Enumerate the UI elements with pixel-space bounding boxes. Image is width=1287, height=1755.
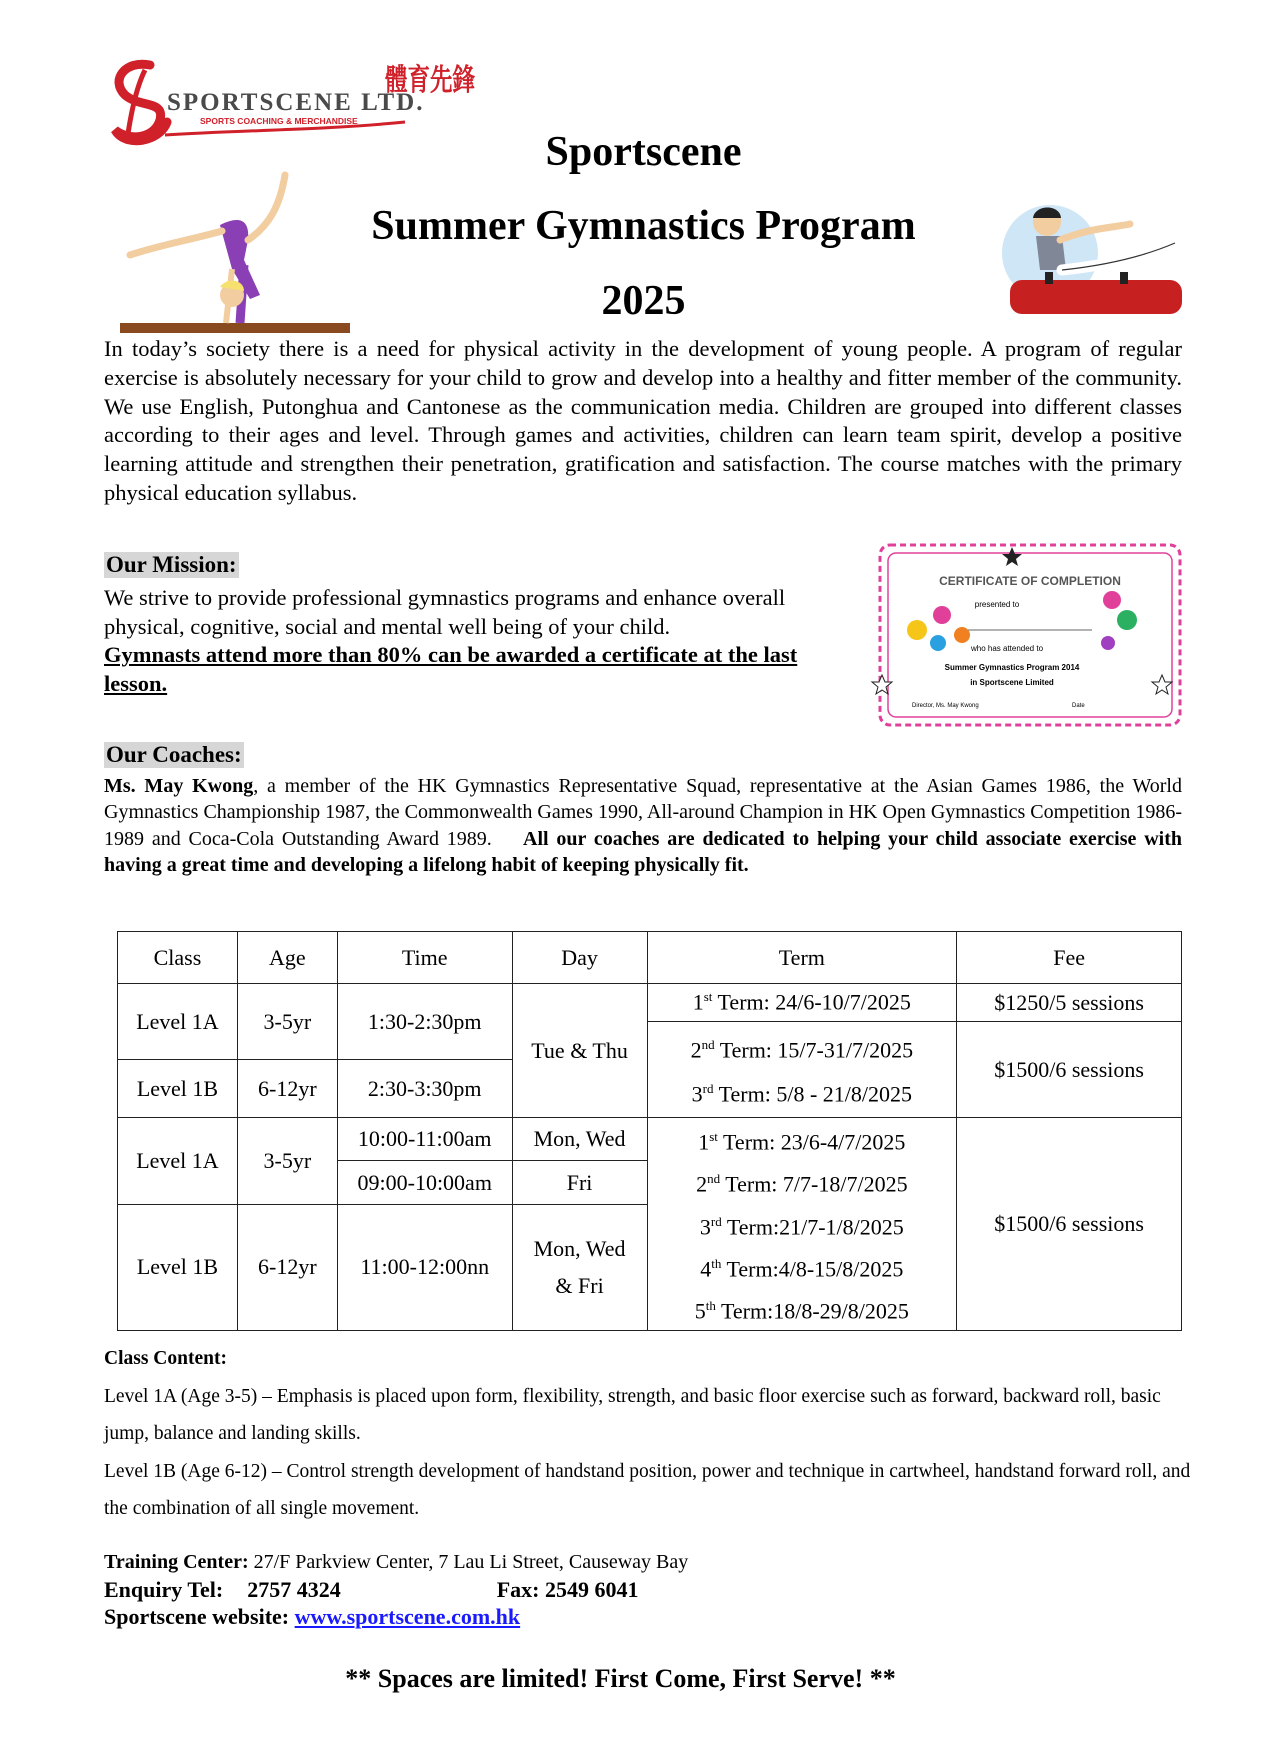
mission-heading: Our Mission: — [106, 552, 237, 577]
title-line-1: Sportscene — [545, 129, 742, 175]
class-content-l1a: Level 1A (Age 3-5) – Emphasis is placed upon form, flexibility, strength, and basic floor exercise such as forward, backward roll, basic jump, balance and landing skills. — [104, 1385, 1161, 1444]
mission-section — [104, 584, 844, 698]
cell-time: 2:30-3:30pm — [337, 1060, 512, 1118]
table-row — [118, 984, 1182, 1022]
coach-name: Ms. May Kwong — [104, 775, 254, 797]
cell-time: 09:00-10:00am — [337, 1161, 512, 1204]
fax-number: Fax: 2549 6041 — [496, 1577, 639, 1602]
table-row — [118, 1118, 1182, 1161]
class-content-l1b: Level 1B (Age 6-12) – Control strength development of handstand position, power and technique in cartwheel, handstand forward roll, and the combination of all single movement. — [104, 1460, 1191, 1519]
header-age: Age — [237, 932, 337, 984]
cert-presented: presented to — [974, 600, 1020, 609]
coach-bio: , a member of the HK Gymnastics Representative Squad, representative at the Asian Games 1986, the World Gymnastics Championship 1987, the Commonwealth Games 1990, All-around Champion in HK Open Gymnastics Competition 1986-1989 and Coca-Cola Outstanding Award 1989. — [104, 775, 1182, 850]
cell-time: 1:30-2:30pm — [337, 984, 512, 1060]
website-label: Sportscene website: — [104, 1604, 295, 1629]
cell-term: 2nd Term: 15/7-31/7/2025 3rd Term: 5/8 - 21/8/2025 — [647, 1022, 957, 1118]
footer-notice: ** Spaces are limited! First Come, First Serve! ** — [345, 1664, 896, 1693]
schedule-table — [117, 931, 1182, 1331]
title-line-2: Summer Gymnastics Program — [371, 203, 916, 249]
intro-paragraph: In today’s society there is a need for physical activity in the development of young people. A program of regular exercise is absolutely necessary for your child to grow and develop into a healthy and fitter member of the community. We use English, Putonghua and Cantonese as the communication media. Children are grouped into different classes according to their ages and level. Through games and activities, children can learn team spirit, develop a positive learning attitude and strengthen their penetration, gratification and satisfaction. The course matches with the primary physical education syllabus. — [104, 336, 1182, 505]
gymnast-beam-illustration — [120, 165, 350, 340]
cert-program: Summer Gymnastics Program 2014 — [944, 663, 1080, 672]
cell-age: 6-12yr — [237, 1060, 337, 1118]
logo-tagline: SPORTS COACHING & MERCHANDISE — [200, 116, 358, 126]
website-link[interactable]: www.sportscene.com.hk — [294, 1604, 521, 1629]
cell-time: 10:00-11:00am — [337, 1118, 512, 1161]
cell-class: Level 1B — [118, 1204, 238, 1330]
cell-class: Level 1B — [118, 1060, 238, 1118]
header-term: Term — [647, 932, 957, 984]
cell-age: 3-5yr — [237, 1118, 337, 1205]
cert-org: in Sportscene Limited — [970, 678, 1054, 687]
cert-date: Date — [1072, 703, 1085, 709]
cell-class: Level 1A — [118, 984, 238, 1060]
training-center-label: Training Center: — [104, 1551, 249, 1573]
cell-term: 1st Term: 24/6-10/7/2025 — [647, 984, 957, 1022]
header-fee: Fee — [957, 932, 1182, 984]
coaches-paragraph — [104, 773, 1182, 878]
cell-fee: $1250/5 sessions — [957, 984, 1182, 1022]
coach-dedication: All our coaches are dedicated to helping your child associate exercise with having a great time and developing a lifelong habit of keeping physically fit. — [104, 827, 1182, 876]
cell-fee: $1500/6 sessions — [957, 1022, 1182, 1118]
contact-section — [104, 1549, 1104, 1630]
header-time: Time — [337, 932, 512, 984]
certificate-note: Gymnasts attend more than 80% can be awarded a certificate at the last lesson. — [104, 642, 798, 696]
cell-class: Level 1A — [118, 1118, 238, 1205]
cell-day: Tue & Thu — [512, 984, 647, 1118]
cell-time: 11:00-12:00nn — [337, 1204, 512, 1330]
cell-day: Fri — [512, 1161, 647, 1204]
header-class: Class — [118, 932, 238, 984]
title-line-3: 2025 — [601, 278, 686, 324]
cert-attended: who has attended to — [970, 644, 1044, 653]
logo-chinese-text: 體育先鋒 — [385, 63, 475, 98]
enquiry-tel-number: 2757 4324 — [247, 1577, 341, 1602]
class-content-section — [104, 1340, 1204, 1528]
cell-fee: $1500/6 sessions — [957, 1118, 1182, 1331]
enquiry-tel-label: Enquiry Tel: — [104, 1577, 224, 1602]
cell-day: Mon, Wed — [512, 1118, 647, 1161]
coaches-heading: Our Coaches: — [106, 742, 242, 767]
cell-age: 6-12yr — [237, 1204, 337, 1330]
training-center-address: 27/F Parkview Center, 7 Lau Li Street, Causeway Bay — [248, 1551, 689, 1573]
cell-age: 3-5yr — [237, 984, 337, 1060]
class-content-heading: Class Content: — [104, 1348, 227, 1369]
cell-day: Mon, Wed & Fri — [512, 1204, 647, 1330]
mission-text: We strive to provide professional gymnastics programs and enhance overall physical, cognitive, social and mental well being of your child. — [104, 585, 786, 639]
certificate-image — [872, 535, 1190, 735]
pommel-horse-illustration — [1000, 198, 1185, 326]
cell-term: 1st Term: 23/6-4/7/2025 2nd Term: 7/7-18/7/2025 3rd Term:21/7-1/8/2025 4th Term:4/8-15/8/2025 5th Term:18/8-29/8/2025 — [647, 1118, 957, 1331]
table-header-row — [118, 932, 1182, 984]
cert-director: Director, Ms. May Kwong — [912, 703, 979, 709]
logo-brand-text: SPORTSCENE LTD. — [167, 89, 425, 116]
header-day: Day — [512, 932, 647, 984]
cert-title: CERTIFICATE OF COMPLETION — [939, 574, 1121, 588]
